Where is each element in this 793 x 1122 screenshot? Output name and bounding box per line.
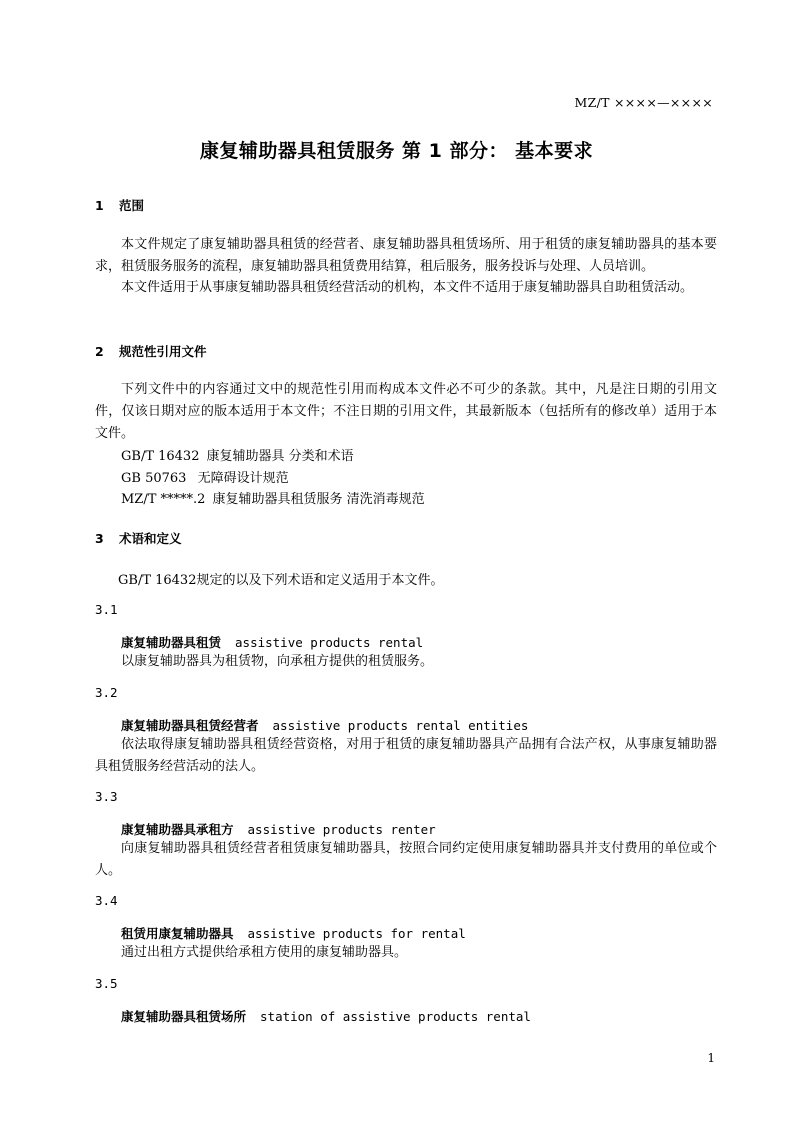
scope-paragraph-1: 本文件规定了康复辅助器具租赁的经营者、康复辅助器具租赁场所、用于租赁的康复辅助器具的基本要求，租赁服务服务的流程，康复辅助器具租赁费用结算，租后服务，服务投诉与处理、人员培训。 <box>95 237 717 274</box>
term-definition: 通过出租方式提供给承租方使用的康复辅助器具。 <box>121 945 408 960</box>
document-title: 康复辅助器具租赁服务 第 1 部分： 基本要求 <box>199 140 594 162</box>
term-en: assistive products rental entities <box>272 718 529 733</box>
reference-code: MZ/T *****.2 <box>121 492 206 507</box>
term-definition: 依法取得康复辅助器具租赁经营资格，对用于租赁的康复辅助器具产品拥有合法产权，从事康复辅助器具租赁服务经营活动的法人。 <box>95 737 717 774</box>
reference-item <box>121 488 425 507</box>
reference-name: 康复辅助器具租赁服务 清洗消毒规范 <box>212 492 425 507</box>
term-heading <box>121 633 423 651</box>
term-heading <box>121 716 528 734</box>
term-zh: 康复辅助器具承租方 <box>121 822 234 837</box>
standard-code: MZ/T ××××—×××× <box>574 95 713 110</box>
reference-name: 无障碍设计规范 <box>193 471 289 486</box>
term-zh: 康复辅助器具租赁场所 <box>121 1009 247 1024</box>
term-definition: 以康复辅助器具为租赁物，向承租方提供的租赁服务。 <box>121 654 434 669</box>
terms-intro: GB/T 16432规定的以及下列术语和定义适用于本文件。 <box>118 573 444 588</box>
section-number: 1 <box>95 198 104 213</box>
term-zh: 康复辅助器具租赁经营者 <box>121 718 259 733</box>
reference-code: GB/T 16432 <box>121 449 200 464</box>
section-heading-scope <box>95 196 144 214</box>
reference-code: GB 50763 <box>121 471 187 486</box>
term-number: 3.1 <box>95 602 118 617</box>
section-number: 2 <box>95 344 104 359</box>
reference-item <box>121 467 289 486</box>
page-number: 1 <box>707 1051 715 1065</box>
scope-paragraph-2: 本文件适用于从事康复辅助器具租赁经营活动的机构，本文件不适用于康复辅助器具自助租赁活动。 <box>121 280 694 295</box>
references-paragraph: 下列文件中的内容通过文中的规范性引用而构成本文件必不可少的条款。其中，凡是注日期的引用文件，仅该日期对应的版本适用于本文件；不注日期的引用文件，其最新版本（包括所有的修改单）适用于本文件。 <box>95 382 717 441</box>
term-heading <box>121 820 436 838</box>
term-number: 3.5 <box>95 976 118 991</box>
term-en: assistive products for rental <box>247 926 466 941</box>
section-title: 术语和定义 <box>119 531 182 546</box>
term-en: assistive products renter <box>247 822 436 837</box>
reference-item <box>121 445 354 464</box>
section-heading-references <box>95 342 207 360</box>
term-heading <box>121 924 466 942</box>
term-en: assistive products rental <box>235 635 424 650</box>
section-title: 范围 <box>119 198 145 213</box>
reference-name: 康复辅助器具 分类和术语 <box>206 449 354 464</box>
term-number: 3.2 <box>95 685 118 700</box>
term-number: 3.3 <box>95 789 118 804</box>
term-number: 3.4 <box>95 893 118 908</box>
section-number: 3 <box>95 531 104 546</box>
section-heading-terms <box>95 529 182 547</box>
term-zh: 租赁用康复辅助器具 <box>121 926 234 941</box>
term-definition: 向康复辅助器具租赁经营者租赁康复辅助器具，按照合同约定使用康复辅助器具并支付费用的单位或个人。 <box>95 841 717 878</box>
term-zh: 康复辅助器具租赁 <box>121 635 222 650</box>
term-heading <box>121 1007 531 1025</box>
section-title: 规范性引用文件 <box>119 344 207 359</box>
term-en: station of assistive products rental <box>260 1009 531 1024</box>
